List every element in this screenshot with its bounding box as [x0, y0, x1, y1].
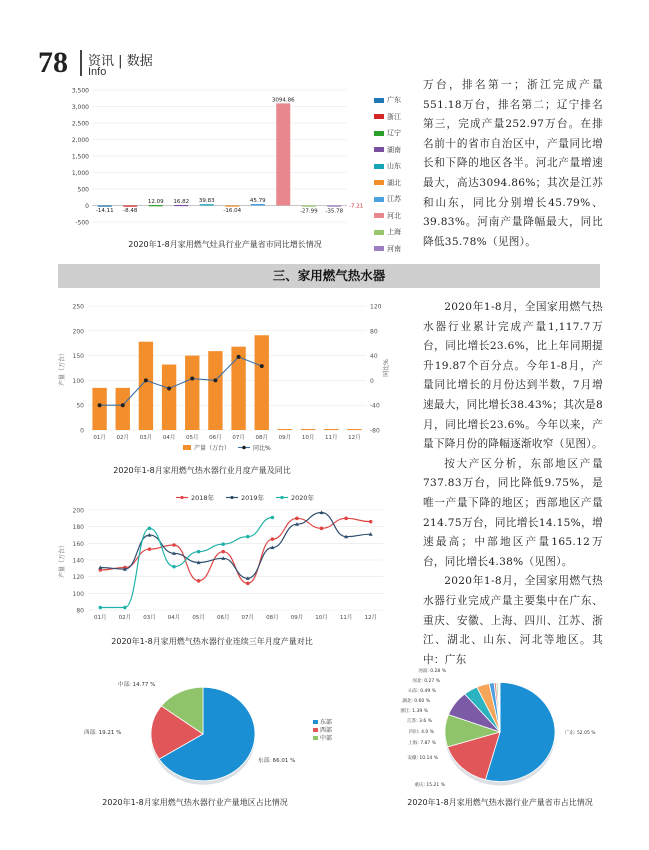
y-tick-label: 80 — [76, 607, 84, 615]
x-tick-label: 12月 — [364, 615, 377, 621]
x-tick-label: 11月 — [339, 615, 353, 621]
yoy-point — [260, 364, 264, 368]
y-tick-label: 3,500 — [71, 87, 89, 95]
bar-河北 — [276, 103, 290, 205]
series-marker — [148, 547, 152, 551]
legend-item — [374, 208, 414, 225]
x-tick-label: 05月 — [186, 435, 199, 441]
y-right-tick: 120 — [370, 303, 382, 311]
legend-item — [374, 142, 414, 159]
province-pie-chart — [380, 662, 610, 792]
legend-label-yoy: 同比% — [253, 445, 271, 452]
legend-label: 江苏 — [387, 195, 401, 204]
legend-label-output: 产量（万台） — [194, 445, 231, 452]
data-label: -14.11 — [95, 207, 114, 214]
legend-marker — [180, 496, 183, 499]
legend-label: 河南 — [387, 244, 401, 253]
y-left-tick: 250 — [72, 303, 84, 311]
legend-label: 2020年 — [291, 494, 315, 502]
legend-swatch — [313, 736, 318, 740]
y-tick-label: 180 — [72, 524, 84, 532]
y-left-tick: 100 — [72, 377, 84, 385]
data-label: 16.82 — [173, 198, 190, 205]
legend-item — [374, 241, 414, 258]
x-tick-label: 12月 — [348, 435, 361, 441]
legend-item — [374, 109, 414, 126]
legend-swatch — [313, 728, 318, 732]
y-tick-label: 140 — [72, 557, 84, 565]
x-tick-label: 11月 — [325, 435, 338, 441]
slice-label: 东部: 66.01 % — [258, 758, 296, 764]
slice-label: 安徽: 10.14 % — [407, 756, 438, 761]
paragraph: 2020年1-8月，全国家用燃气热水器行业累计完成产量1,117.7万台，同比增长23.6%，比上年同期提升19.87个百分点。今年1-8月，产量同比增长的月份达到半数，7月增速最大，同比增长38.43%；其次是8月，同比增长23.6%。今年以来，产量下降月份的降幅逐渐收窄（见图）。 — [423, 301, 603, 451]
data-label: -8.48 — [123, 207, 138, 214]
bar-02月 — [116, 388, 130, 430]
chart1-caption: 2020年1-8月家用燃气灶具行业产量省市同比增长情况 — [128, 240, 322, 249]
bar-12月 — [347, 429, 361, 430]
slice-label: 广东: 52.05 % — [565, 731, 596, 736]
slice-label: 西部: 19.21 % — [84, 730, 122, 736]
legend-marker — [280, 496, 283, 499]
y-tick-label: 100 — [72, 590, 84, 598]
slice-label: 浙江: 1.39 % — [400, 709, 428, 714]
bar-辽宁 — [149, 205, 163, 206]
yoy-point — [121, 403, 125, 407]
bar-09月 — [278, 429, 292, 430]
section-title: 三、家用燃气热水器 — [58, 264, 600, 288]
series-marker — [246, 582, 250, 586]
yoy-point — [167, 386, 171, 390]
legend-swatch — [313, 720, 318, 724]
pie2-caption: 2020年1-8月家用燃气热水器行业产量省市占比情况 — [407, 798, 593, 807]
legend-swatch — [374, 164, 384, 169]
x-tick-label: 04月 — [167, 615, 181, 621]
extra-label: -7.21 — [349, 203, 364, 210]
y-right-tick: 40 — [370, 353, 378, 361]
bar-湖北 — [225, 206, 239, 207]
yoy-point — [190, 377, 194, 381]
series-marker — [271, 516, 275, 520]
bar-浙江 — [123, 206, 137, 207]
x-tick-label: 01月 — [94, 615, 107, 621]
series-marker — [271, 537, 275, 541]
y-tick-label: 3,000 — [71, 104, 89, 111]
x-tick-label: 09月 — [290, 615, 304, 621]
bar-上海 — [302, 206, 316, 207]
yoy-point — [213, 378, 217, 382]
yoy-point — [237, 355, 241, 359]
series-marker — [246, 535, 250, 539]
paragraph: 2020年1-8月，全国家用燃气热水器行业完成产量主要集中在广东、重庆、安徽、上海、四川、江苏、浙江、湖北、山东、河北等地区。其中：广东 — [423, 575, 603, 666]
y-left-tick: 200 — [72, 328, 84, 336]
x-tick-label: 08月 — [266, 615, 279, 621]
y-tick-label: 120 — [72, 574, 84, 582]
bar-11月 — [324, 429, 338, 430]
y-tick-label: 2,000 — [71, 137, 89, 144]
paragraph: 万台，排名第一；浙江完成产量551.18万台，排名第二；辽宁排名第三，完成产量252.97万台。在排名前十的省市自治区中，产量同比增长和下降的地区各半。河北产量增速最大，高达3094.86%；其次是江苏和山东，同比分别增长45.79%、39.83%。河南产量降幅最大，同比降低35.78%（见图）。 — [423, 79, 603, 248]
slice-label: 河南: 0.28 % — [418, 669, 446, 674]
chart3-caption: 2020年1-8月家用燃气热水器行业连续三年月度产量对比 — [111, 637, 313, 646]
bar-湖南 — [174, 205, 188, 206]
section-label-en: Info — [88, 66, 107, 78]
x-tick-label: 07月 — [232, 435, 245, 441]
y-left-label: 产量（万台） — [59, 349, 66, 387]
y-tick-label: 200 — [72, 507, 84, 515]
legend-label: 西部 — [320, 727, 333, 734]
series-marker — [221, 542, 225, 546]
slice-label: 山东: 0.49 % — [408, 689, 436, 694]
legend-item — [374, 175, 414, 192]
series-marker — [369, 520, 373, 524]
data-label: 3094.86 — [271, 97, 295, 104]
x-tick-label: 07月 — [241, 615, 255, 621]
y-tick-label: 2,500 — [71, 120, 89, 128]
y-left-tick: 150 — [72, 353, 84, 361]
bar-04月 — [162, 365, 176, 430]
legend-item — [374, 191, 414, 208]
legend-label: 山东 — [387, 162, 401, 171]
chart2-caption: 2020年1-8月家用燃气热水器行业月度产量及同比 — [113, 466, 291, 475]
legend-label: 东部 — [320, 719, 333, 726]
y-axis-label: 产量（万台） — [59, 541, 66, 579]
series-marker — [344, 517, 348, 521]
legend-item — [374, 92, 414, 109]
data-label: -35.78 — [325, 208, 344, 215]
x-tick-label: 02月 — [116, 435, 129, 441]
legend-swatch — [374, 246, 384, 251]
bar-06月 — [208, 351, 222, 430]
y-left-tick: 50 — [76, 402, 84, 410]
legend-label: 湖南 — [387, 145, 401, 154]
legend-swatch — [374, 147, 384, 152]
bar-江苏 — [251, 204, 265, 206]
text-column-top — [423, 76, 603, 252]
data-label: 12.09 — [147, 199, 164, 206]
x-tick-label: 09月 — [278, 435, 292, 441]
y-tick-label: 0 — [85, 203, 89, 210]
legend-swatch — [374, 230, 384, 235]
paragraph: 按大产区分析，东部地区产量737.83万台，同比降低9.75%，是唯一产量下降的地区；西部地区产量214.75万台，同比增长14.15%，增速最高；中部地区产量165.12万台，同比增长4.38%（见图）。 — [423, 457, 603, 568]
bar-01月 — [92, 388, 106, 430]
series-marker — [320, 527, 324, 531]
series-marker — [221, 550, 225, 554]
legend-swatch — [374, 197, 384, 202]
legend-swatch — [374, 131, 384, 136]
legend-label: 浙江 — [387, 112, 401, 121]
legend-label: 中部 — [320, 735, 333, 742]
x-tick-label: 10月 — [315, 615, 328, 621]
province-yoy-bar-chart — [58, 82, 364, 237]
bar-08月 — [255, 335, 269, 430]
legend-label: 广东 — [387, 96, 401, 105]
series-marker — [148, 527, 152, 531]
x-tick-label: 04月 — [162, 435, 176, 441]
data-label: -27.99 — [299, 208, 318, 215]
y-left-tick: 0 — [80, 427, 84, 435]
x-tick-label: 05月 — [192, 615, 205, 621]
data-label: 45.79 — [249, 197, 266, 204]
legend-swatch — [374, 213, 384, 218]
legend-item — [374, 224, 414, 241]
x-tick-label: 06月 — [209, 435, 222, 441]
x-tick-label: 03月 — [143, 615, 156, 621]
header-divider — [80, 50, 82, 76]
monthly-output-chart — [58, 298, 398, 458]
y-tick-label: 160 — [72, 540, 84, 548]
x-tick-label: 02月 — [118, 615, 132, 621]
legend-label: 2018年 — [191, 494, 215, 502]
yoy-point — [98, 403, 102, 407]
slice-label: 重庆: 15.21 % — [414, 783, 445, 788]
x-tick-label: 03月 — [139, 435, 153, 441]
legend-marker — [230, 496, 233, 499]
bar-05月 — [185, 356, 199, 430]
y-tick-label: -500 — [75, 219, 89, 227]
slice-label: 湖北: 0.60 % — [402, 699, 430, 704]
legend-swatch — [374, 98, 384, 103]
bar-山东 — [200, 204, 214, 205]
legend-label: 河北 — [387, 211, 401, 220]
series-marker — [172, 543, 176, 547]
legend-label: 辽宁 — [387, 129, 401, 138]
yoy-point — [144, 378, 148, 382]
series-marker — [98, 606, 102, 610]
x-tick-label: 08月 — [255, 435, 268, 441]
pie1-caption: 2020年1-8月家用燃气热水器行业产量地区占比情况 — [102, 798, 288, 807]
series-marker — [295, 517, 299, 521]
legend-item — [374, 158, 414, 175]
y-right-tick: -40 — [370, 402, 380, 410]
bar-广东 — [98, 206, 112, 207]
y-tick-label: 1,000 — [71, 170, 89, 177]
x-tick-label: 10月 — [301, 435, 315, 441]
slice-label: 四川: 4.0 % — [409, 730, 434, 735]
legend-item — [374, 125, 414, 142]
page-number: 78 — [38, 46, 68, 79]
text-column-bottom — [423, 298, 603, 670]
series-marker — [197, 579, 201, 583]
series-marker — [172, 565, 176, 569]
data-label: 39.83 — [198, 198, 215, 205]
bar-河南 — [327, 206, 341, 207]
series-marker — [123, 606, 127, 610]
legend-marker-yoy — [242, 446, 246, 450]
series-marker — [197, 550, 201, 554]
legend-swatch — [374, 180, 384, 185]
y-right-tick: -80 — [370, 427, 380, 435]
y-right-tick: 0 — [370, 377, 374, 385]
legend-swatch — [374, 114, 384, 119]
slice-label: 中部: 14.77 % — [118, 682, 156, 688]
legend-label: 湖北 — [387, 178, 401, 187]
y-right-tick: 80 — [370, 328, 378, 336]
slice-label: 河北: 0.27 % — [412, 679, 440, 684]
x-tick-label: 06月 — [216, 615, 230, 621]
section-label: 资讯 | 数据 — [88, 54, 153, 69]
x-tick-label: 01月 — [93, 435, 106, 441]
slice-label: 上海: 7.87 % — [408, 741, 436, 746]
legend-label: 2019年 — [241, 494, 265, 502]
legend-swatch-output — [183, 445, 191, 450]
y-tick-label: 1,500 — [71, 153, 89, 161]
y-right-label: 同比% — [383, 359, 390, 377]
province-legend — [374, 92, 414, 257]
bar-10月 — [301, 429, 315, 430]
three-year-line-chart — [58, 490, 398, 630]
series-line-2018年 — [100, 518, 370, 583]
slice-label: 江苏: 3.6 % — [407, 719, 432, 724]
region-pie-chart — [58, 672, 358, 792]
legend-label: 上海 — [387, 228, 401, 237]
data-label: -16.04 — [223, 208, 242, 215]
y-tick-label: 500 — [77, 186, 89, 194]
